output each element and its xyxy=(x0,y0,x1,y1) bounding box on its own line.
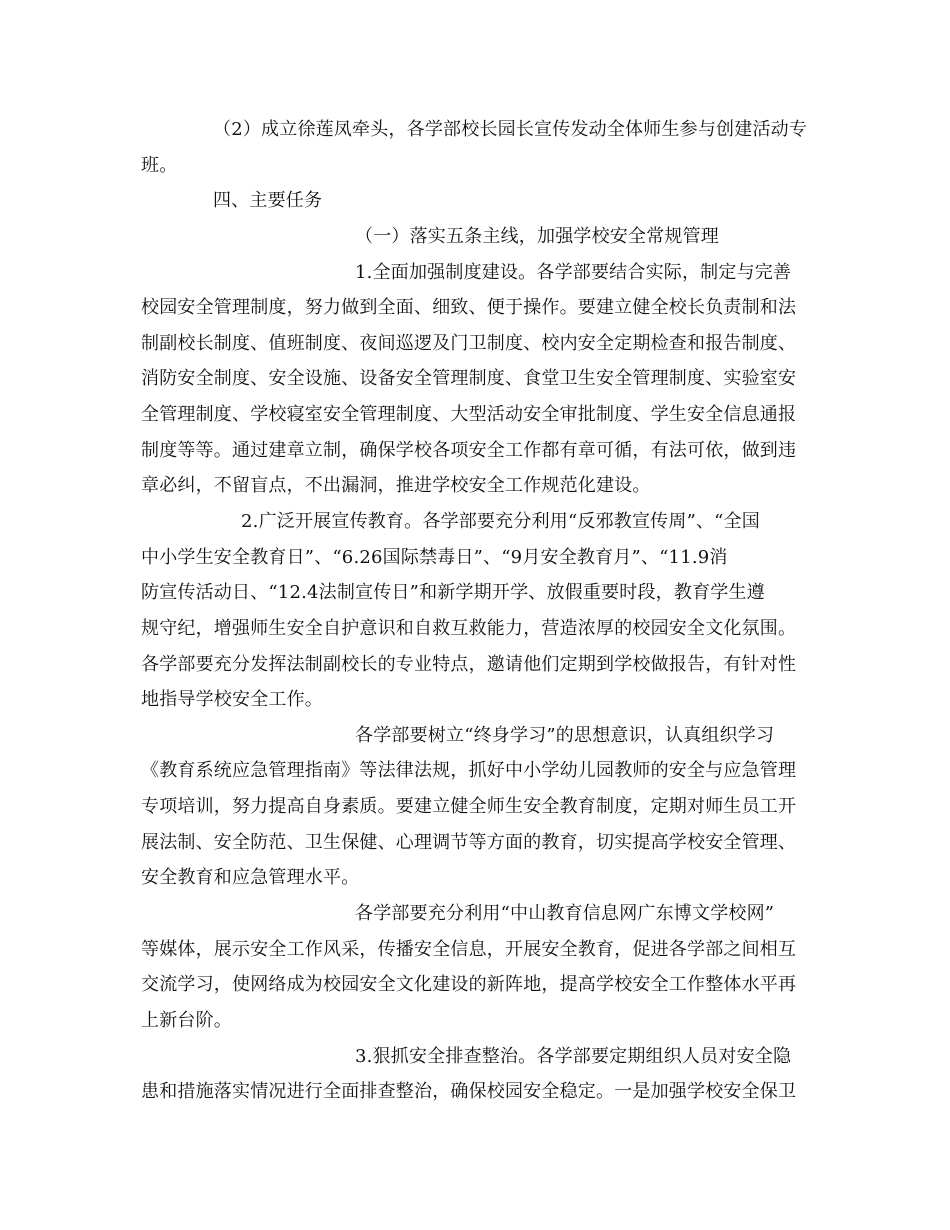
paragraph-line: 专项培训，努力提高自身素质。要建立健全师生安全教育制度，定期对师生员工开 xyxy=(141,796,797,817)
paragraph-line: 规守纪，增强师生安全自护意识和自救互救能力，营造浓厚的校园安全文化氛围。 xyxy=(141,618,797,639)
paragraph-line: 各学部要充分发挥法制副校长的专业特点，邀请他们定期到学校做报告，有针对性 xyxy=(141,654,797,675)
paragraph-line: 章必纠，不留盲点，不出漏洞，推进学校安全工作规范化建设。 xyxy=(141,475,651,496)
paragraph-line: 3.狠抓安全排查整治。各学部要定期组织人员对安全隐 xyxy=(355,1046,792,1067)
paragraph-line: 中小学生安全教育日”、“6.26国际禁毒日”、“9月安全教育月”、“11.9消 xyxy=(141,547,728,568)
paragraph-line: 安全教育和应急管理水平。 xyxy=(141,867,360,888)
subsection-heading: （一）落实五条主线，加强学校安全常规管理 xyxy=(355,226,719,247)
paragraph-line: 校园安全管理制度，努力做到全面、细致、便于操作。要建立健全校长负责制和法 xyxy=(141,297,797,318)
paragraph-line: 1.全面加强制度建设。各学部要结合实际，制定与完善 xyxy=(355,262,792,283)
paragraph-line: 全管理制度、学校寝室安全管理制度、大型活动安全审批制度、学生安全信息通报 xyxy=(141,404,797,425)
paragraph-line: 各学部要充分利用“中山教育信息网广东博文学校网” xyxy=(355,903,775,924)
paragraph-line: 制副校长制度、值班制度、夜间巡逻及门卫制度、校内安全定期检查和报告制度、 xyxy=(141,333,797,354)
paragraph-line: 地指导学校安全工作。 xyxy=(141,689,323,710)
paragraph-line: 制度等等。通过建章立制，确保学校各项安全工作都有章可循，有法可依，做到违 xyxy=(141,440,797,461)
paragraph-line: 《教育系统应急管理指南》等法律法规，抓好中小学幼儿园教师的安全与应急管理 xyxy=(141,760,797,781)
paragraph-line: 展法制、安全防范、卫生保健、心理调节等方面的教育，切实提高学校安全管理、 xyxy=(141,832,797,853)
paragraph-line: 上新台阶。 xyxy=(141,1010,232,1031)
section-heading: 四、主要任务 xyxy=(213,190,323,211)
paragraph-line: 2.广泛开展宣传教育。各学部要充分利用“反邪教宣传周”、“全国 xyxy=(241,511,760,532)
paragraph-line: 防宣传活动日、“12.4法制宣传日”和新学期开学、放假重要时段，教育学生遵 xyxy=(141,582,765,603)
paragraph-line: 班。 xyxy=(141,155,178,176)
paragraph-line: 各学部要树立“终身学习”的思想意识，认真组织学习 xyxy=(355,725,775,746)
paragraph-line: 患和措施落实情况进行全面排查整治，确保校园安全稳定。一是加强学校安全保卫 xyxy=(141,1081,797,1102)
paragraph-line: 交流学习，使网络成为校园安全文化建设的新阵地，提高学校安全工作整体水平再 xyxy=(141,974,797,995)
paragraph-line: 消防安全制度、安全设施、设备安全管理制度、食堂卫生安全管理制度、实验室安 xyxy=(141,368,797,389)
paragraph-line: 等媒体，展示安全工作风采，传播安全信息，开展安全教育，促进各学部之间相互 xyxy=(141,939,797,960)
paragraph-line: （2）成立徐莲凤牵头，各学部校长园长宣传发动全体师生参与创建活动专 xyxy=(213,119,808,140)
